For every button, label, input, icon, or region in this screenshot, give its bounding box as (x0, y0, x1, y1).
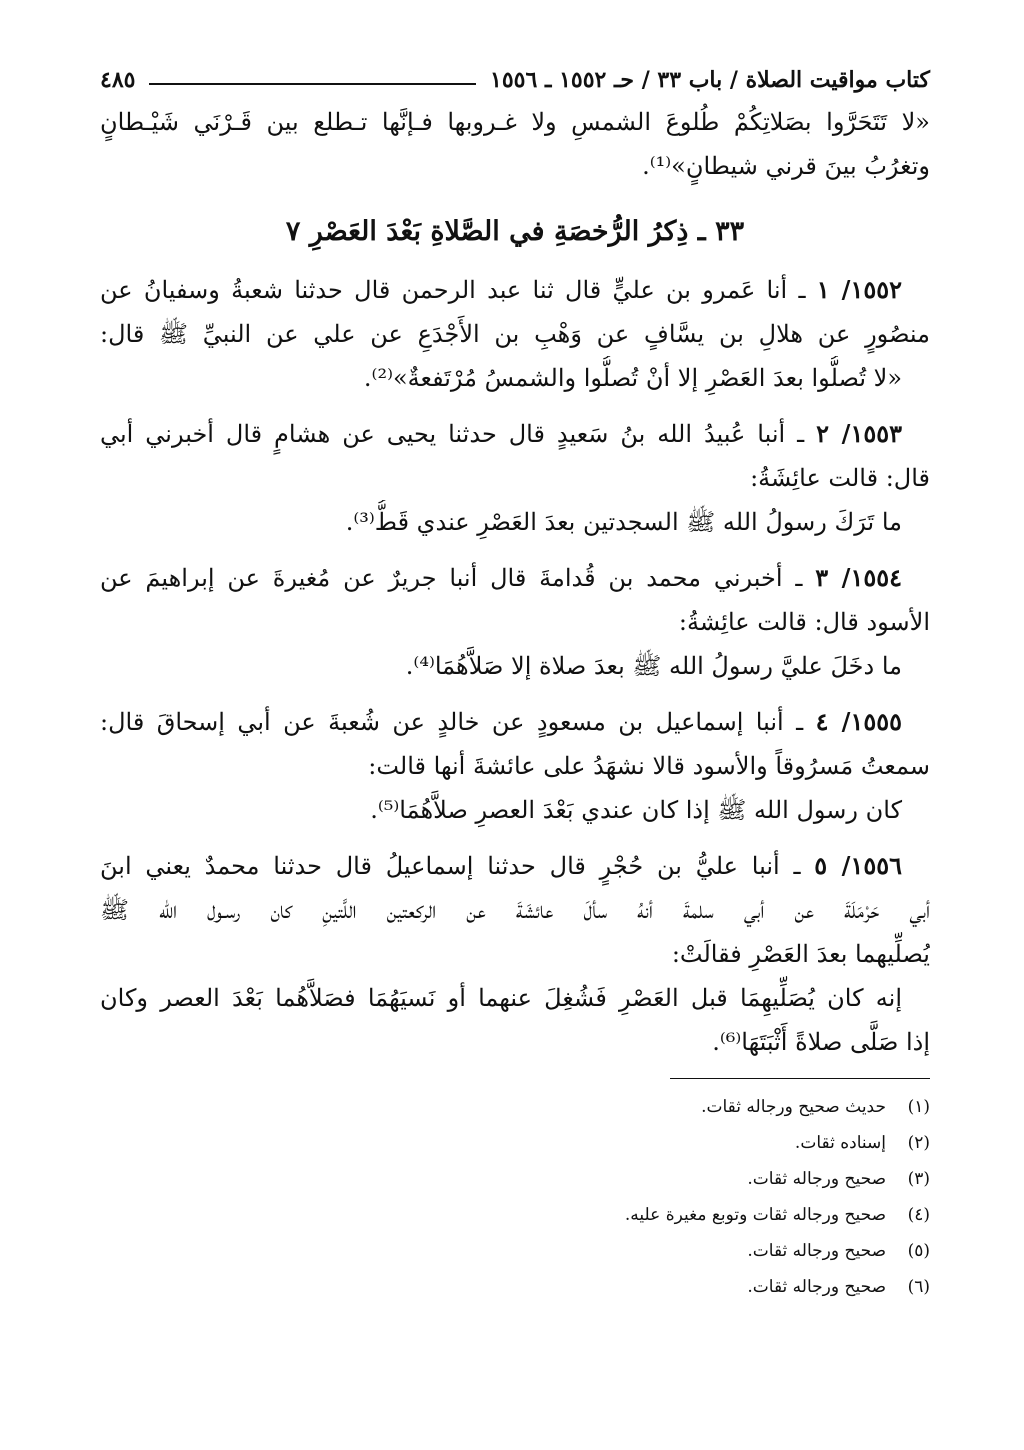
entry-quote: إنه كان يُصَلِّيهِمَا قبل العَصْرِ فَشُغِلَ عنهما أو نَسيَهُمَا فصَلاَّهُما بَعْدَ العصر وكان (100, 984, 902, 1012)
entry-line: أبي حَرْمَلَةَ عن أبي سلمةَ أنهُ سألَ عائشَةَ عن الركعتين اللَّتينِ كان رسـول الله ﷺ (100, 896, 930, 924)
entry-line (100, 700, 930, 744)
entry-line: منصُورٍ عن هلالِ بن يسَّافٍ عن وَهْبِ بن الأَجْدَعِ عن علي عن النبيِّ ﷺ قال: (100, 320, 930, 348)
entry-text: ـ أنبا إسماعيل بن مسعودٍ عن خالدٍ عن شُعبةَ عن أبي إسحاقَ قال: (100, 708, 804, 736)
intro-text (100, 100, 930, 188)
entry-number: ١٥٥٤/ ٣ (815, 563, 902, 592)
footnote-number: (٥) (907, 1241, 930, 1261)
footnote-text: إسناده ثقات. (794, 1133, 886, 1153)
hadith-entry (100, 556, 930, 688)
book-page (100, 60, 930, 1440)
entry-quote: كان رسول الله ﷺ إذا كان عندي بَعْدَ العصرِ صلاَّهُمَا⁽⁵⁾. (370, 796, 902, 824)
entry-quote: ما تَرَكَ رسولُ الله ﷺ السجدتين بعدَ العَصْرِ عندي قَطُّ⁽³⁾. (345, 508, 902, 536)
footnote-number: (٣) (907, 1169, 930, 1189)
hadith-entry (100, 844, 930, 1064)
entry-text: ـ أنبا عليُّ بن حُجْرٍ قال حدثنا إسماعيلُ قال حدثنا محمدٌ يعني ابنَ (100, 852, 801, 880)
running-header (100, 60, 930, 100)
footnote-number: (٢) (907, 1133, 930, 1153)
header-rule (149, 83, 476, 85)
entry-quote: إذا صَلَّى صلاةً أَثْبَتَهَا⁽⁶⁾. (712, 1028, 930, 1056)
hadith-entry (100, 412, 930, 544)
footnote-number: (٤) (907, 1205, 930, 1225)
entry-line: سمعتُ مَسرُوقاً والأسود قالا نشهَدُ على عائشةَ أنها قالت: (368, 752, 930, 780)
footnote-text: صحيح ورجاله ثقات. (747, 1169, 886, 1189)
section-heading: ٣٣ ـ ذِكرُ الرُّخصَةِ في الصَّلاةِ بَعْدَ العَصْرِ ٧ (285, 216, 745, 247)
entry-number: ١٥٥٦/ ٥ (814, 851, 902, 880)
intro-line: «لا تَتَحَرَّوا بصَلاتِكُمْ طُلوعَ الشمسِ ولا غـروبها فـإنَّها تـطلع بين قَـرْنَي شَيْـطانٍ (100, 108, 930, 136)
entry-line (100, 844, 930, 888)
entry-number: ١٥٥٥/ ٤ (815, 707, 902, 736)
footnote-number: (٦) (907, 1277, 930, 1297)
entry-quote: «لا تُصلُّوا بعدَ العَصْرِ إلا أنْ تُصلُّوا والشمسُ مُرْتَفعةٌ»⁽²⁾. (363, 364, 902, 392)
footnote (100, 1233, 930, 1269)
entry-line (100, 556, 930, 600)
footnote-text: صحيح ورجاله ثقات. (747, 1241, 886, 1261)
entry-line (100, 412, 930, 456)
running-title: كتاب مواقيت الصلاة / باب ٣٣ / حـ ١٥٥٢ ـ ١٥٥٦ (490, 67, 930, 93)
footnote (100, 1269, 930, 1305)
footnote (100, 1089, 930, 1125)
hadith-entry (100, 268, 930, 400)
entry-text: ـ أنبا عُبيدُ الله بنُ سَعيدٍ قال حدثنا يحيى عن هشامٍ قال أخبرني أبي (100, 420, 805, 448)
footnotes (100, 1089, 930, 1305)
entry-number: ١٥٥٢/ ١ (816, 275, 902, 304)
footnote (100, 1197, 930, 1233)
footnote (100, 1161, 930, 1197)
entry-line: الأسود قال: قالت عائِشةُ: (678, 608, 930, 636)
intro-line: وتغرُبُ بينَ قرني شيطانٍ»⁽¹⁾. (642, 152, 930, 180)
entry-quote: ما دخَلَ عليَّ رسولُ الله ﷺ بعدَ صلاة إلا صَلاَّهُمَا⁽⁴⁾. (405, 652, 902, 680)
footnote-number: (١) (907, 1097, 930, 1117)
page-number: ٤٨٥ (100, 67, 136, 93)
footnote (100, 1125, 930, 1161)
entry-text: ـ أخبرني محمد بن قُدامةَ قال أنبا جريرٌ عن مُغيرةَ عن إبراهيمَ عن (100, 564, 803, 592)
footnote-text: صحيح ورجاله ثقات. (747, 1277, 886, 1297)
entry-line (100, 268, 930, 312)
footnote-text: حديث صحيح ورجاله ثقات. (701, 1097, 886, 1117)
entry-line: يُصلِّيهما بعدَ العَصْرِ فقالَتْ: (671, 940, 930, 968)
footnote-text: صحيح ورجاله ثقات وتوبع مغيرة عليه. (624, 1205, 886, 1225)
entry-number: ١٥٥٣/ ٢ (816, 419, 902, 448)
entry-line: قال: قالت عائِشَةُ: (750, 464, 930, 492)
footnote-rule (670, 1078, 930, 1079)
entry-text: ـ أنا عَمرو بن عليٍّ قال ثنا عبد الرحمن قال حدثنا شعبةُ وسفيانُ عن (100, 276, 806, 304)
hadith-entry (100, 700, 930, 832)
